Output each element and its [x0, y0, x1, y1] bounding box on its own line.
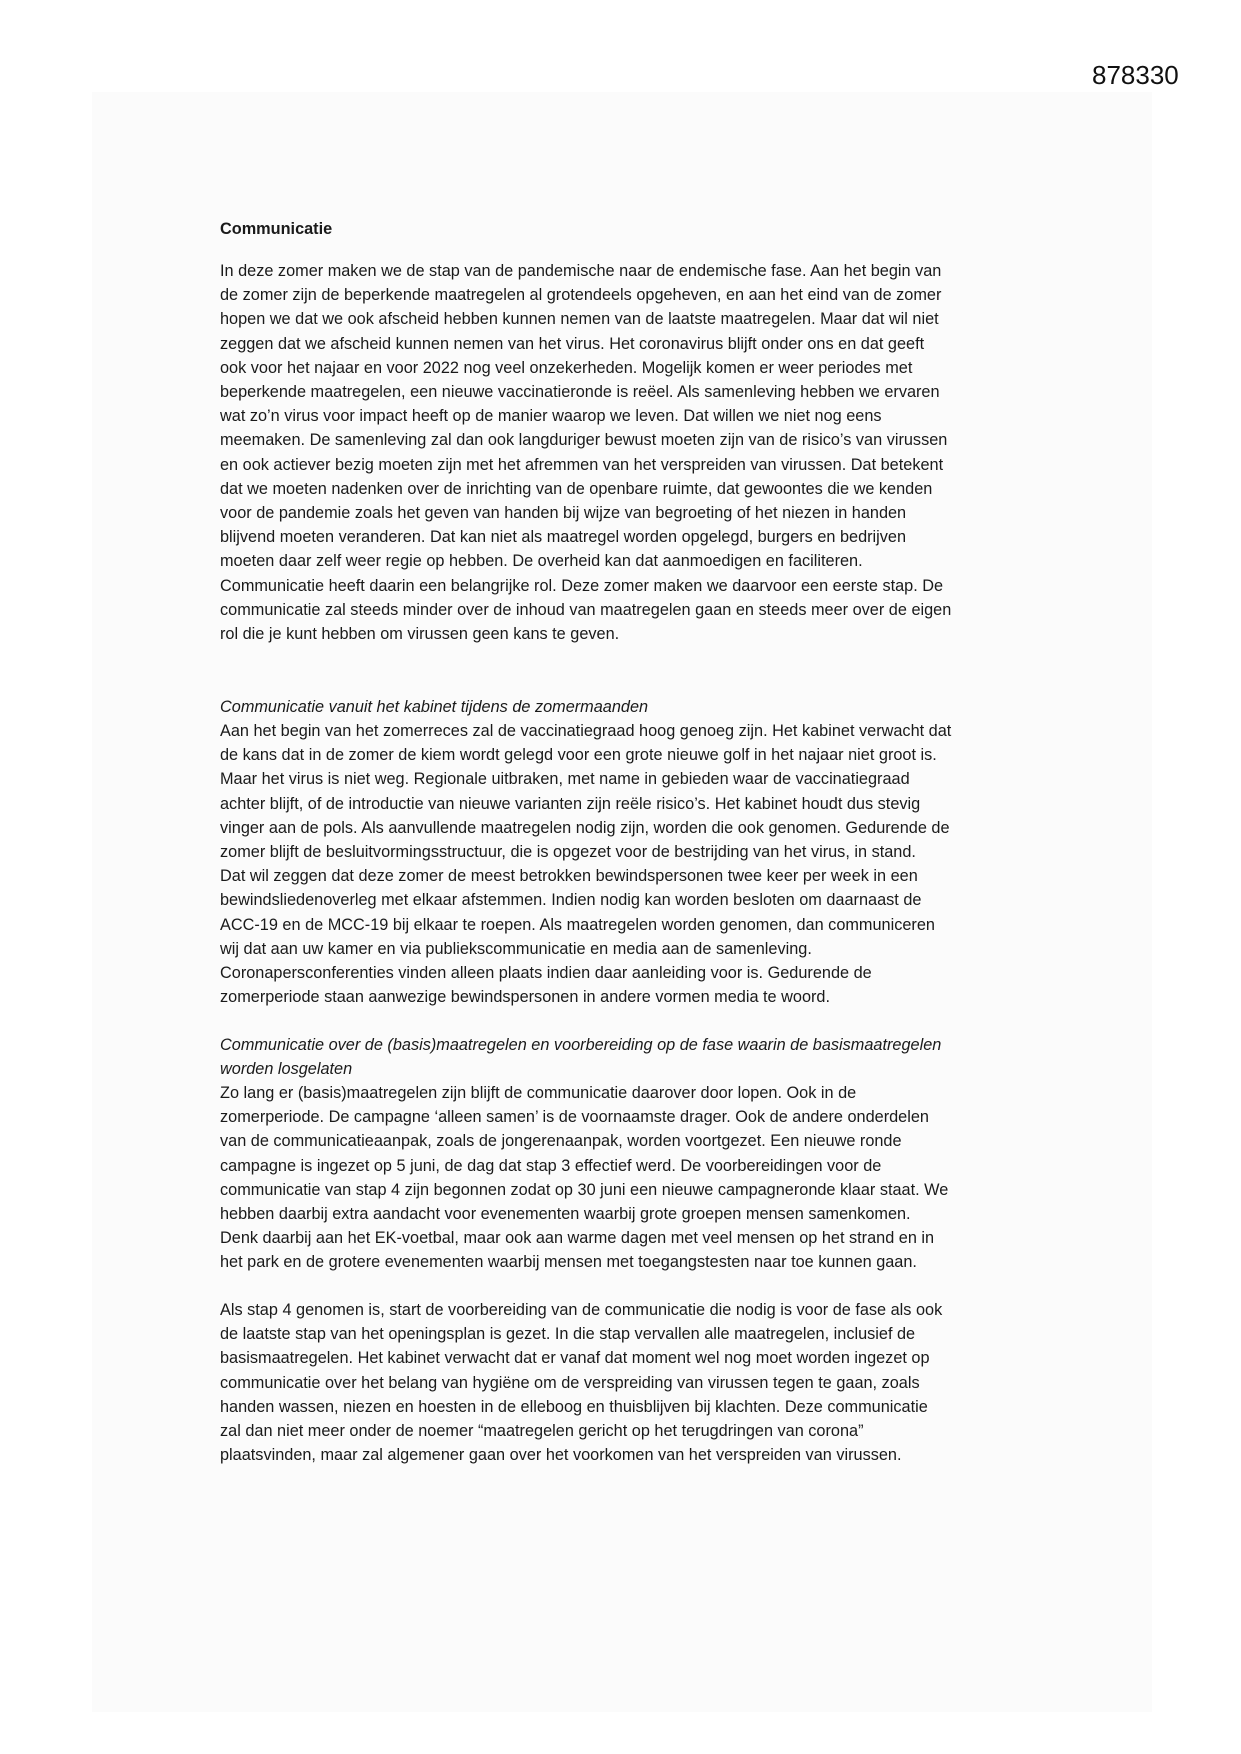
text-line: basismaatregelen. Het kabinet verwacht dat er vanaf dat moment wel nog moet worden ingezet op	[220, 1349, 930, 1368]
text-line: Zo lang er (basis)maatregelen zijn blijft de communicatie daarover door lopen. Ook in de	[220, 1084, 857, 1102]
paragraph-kabinet	[220, 719, 1060, 1009]
text-line: de laatste stap van het openingsplan is gezet. In die stap vervallen alle maatregelen, inclusief de	[220, 1325, 916, 1344]
text-line: In deze zomer maken we de stap van de pandemische naar de endemische fase. Aan het begin van	[220, 262, 942, 280]
text-line: Denk daarbij aan het EK-voetbal, maar ook aan warme dagen met veel mensen op het strand en in	[220, 1229, 935, 1248]
text-line: Dat wil zeggen dat deze zomer de meest betrokken bewindspersonen twee keer per week in een	[220, 867, 918, 886]
text-line: communicatie over het belang van hygiëne om de verspreiding van virussen tegen te gaan, zoals	[220, 1373, 920, 1392]
text-line: meemaken. De samenleving zal dan ook langduriger bewust moeten zijn van de risico’s van virussen	[220, 431, 948, 450]
text-line: beperkende maatregelen, een nieuwe vaccinatieronde is reëel. Als samenleving hebben we ervaren	[220, 383, 940, 402]
text-line: zeggen dat we afscheid kunnen nemen van het virus. Het coronavirus blijft onder ons en dat geeft	[220, 334, 925, 353]
subsection-title-basismaatregelen	[220, 1033, 1060, 1081]
text-line: Communicatie heeft daarin een belangrijke rol. Deze zomer maken we daarvoor een eerste stap. De	[220, 576, 944, 595]
text-line: blijvend moeten veranderen. Dat kan niet als maatregel worden opgelegd, burgers en bedrijven	[220, 528, 907, 547]
text-line: hopen we dat we ook afscheid hebben kunnen nemen van de laatste maatregelen. Maar dat wil niet	[220, 310, 939, 329]
paragraph-stap4	[220, 1298, 1060, 1467]
text-line: Coronapersconferenties vinden alleen plaats indien daar aanleiding voor is. Gedurende de	[220, 964, 872, 983]
text-line: vinger aan de pols. Als aanvullende maatregelen nodig zijn, worden die ook genomen. Gedurende de	[220, 818, 950, 837]
text-line: de zomer zijn de beperkende maatregelen al grotendeels opgeheven, en aan het eind van de zomer	[220, 286, 942, 305]
text-line: communicatie van stap 4 zijn begonnen zodat op 30 juni een nieuwe campagneronde klaar staat. We	[220, 1180, 949, 1199]
text-line: de kans dat in de zomer de kiem wordt gelegd voor een grote nieuwe golf in het najaar niet groot is.	[220, 746, 937, 765]
text-line: dat we moeten nadenken over de inrichting van de openbare ruimte, dat gewoontes die we kenden	[220, 479, 933, 498]
text-line: en ook actiever bezig moeten zijn met het afremmen van het verspreiden van virussen. Dat betekent	[220, 455, 944, 474]
text-line: moeten daar zelf weer regie op hebben. De overheid kan dat aanmoedigen en faciliteren.	[220, 552, 863, 571]
text-line: bewindsliedenoverleg met elkaar afstemmen. Indien nodig kan worden besloten om daarnaast de	[220, 891, 922, 910]
text-line: worden losgelaten	[220, 1060, 353, 1079]
intro-paragraph	[220, 259, 1060, 646]
text-line: zomerperiode. De campagne ‘alleen samen’ is de voornaamste drager. Ook de andere onderdelen	[220, 1108, 929, 1127]
subsection-title-kabinet: Communicatie vanuit het kabinet tijdens de zomermaanden	[220, 698, 649, 716]
text-line: rol die je kunt hebben om virussen geen kans te geven.	[220, 625, 620, 644]
text-line: plaatsvinden, maar zal algemener gaan over het voorkomen van het verspreiden van virussen.	[220, 1446, 902, 1465]
text-line: zomer blijft de besluitvormingsstructuur, die is opgezet voor de bestrijding van het virus, in stand.	[220, 843, 916, 862]
text-line: voor de pandemie zoals het geven van handen bij wijze van begroeting of het niezen in handen	[220, 504, 907, 523]
text-line: campagne is ingezet op 5 juni, de dag dat stap 3 effectief werd. De voorbereidingen voor de	[220, 1156, 882, 1175]
paragraph-basismaatregelen	[220, 1081, 1060, 1275]
text-line: Aan het begin van het zomerreces zal de vaccinatiegraad hoog genoeg zijn. Het kabinet verwacht dat	[220, 722, 952, 740]
document-number: 878330	[1092, 60, 1179, 90]
section-heading: Communicatie	[220, 220, 333, 238]
text-line: ACC-19 en de MCC-19 bij elkaar te roepen. Als maatregelen worden genomen, dan communiceren	[220, 915, 935, 934]
text-line: het park en de grotere evenementen waarbij mensen met toegangstesten naar toe kunnen gaan.	[220, 1253, 917, 1272]
text-line: van de communicatieaanpak, zoals de jongerenaanpak, worden voortgezet. Een nieuwe ronde	[220, 1132, 902, 1151]
text-line: wat zo’n virus voor impact heeft op de manier waarop we leven. Dat willen we niet nog eens	[220, 407, 882, 426]
text-line: achter blijft, of de introductie van nieuwe varianten zijn reële risico’s. Het kabinet houdt dus stevig	[220, 794, 921, 813]
text-line: wij dat aan uw kamer en via publiekscommunicatie en media aan de samenleving.	[220, 939, 812, 958]
text-line: Maar het virus is niet weg. Regionale uitbraken, met name in gebieden waar de vaccinatiegraad	[220, 770, 910, 789]
text-line: ook voor het najaar en voor 2022 nog veel onzekerheden. Mogelijk komen er weer periodes met	[220, 358, 913, 377]
text-line: communicatie zal steeds minder over de inhoud van maatregelen gaan en steeds meer over de eigen	[220, 600, 952, 619]
text-line: zomerperiode staan aanwezige bewindspersonen in andere vormen media te woord.	[220, 988, 831, 1007]
text-line: handen wassen, niezen en hoesten in de elleboog en thuisblijven bij klachten. Deze communicatie	[220, 1397, 928, 1416]
text-line: Als stap 4 genomen is, start de voorbereiding van de communicatie die nodig is voor de fase als ook	[220, 1301, 943, 1319]
text-line: hebben daarbij extra aandacht voor evenementen waarbij grote groepen mensen samenkomen.	[220, 1205, 911, 1224]
text-line: zal dan niet meer onder de noemer “maatregelen gericht op het terugdringen van corona”	[220, 1422, 864, 1441]
text-line: Communicatie over de (basis)maatregelen en voorbereiding op de fase waarin de basismaatregelen	[220, 1036, 942, 1054]
